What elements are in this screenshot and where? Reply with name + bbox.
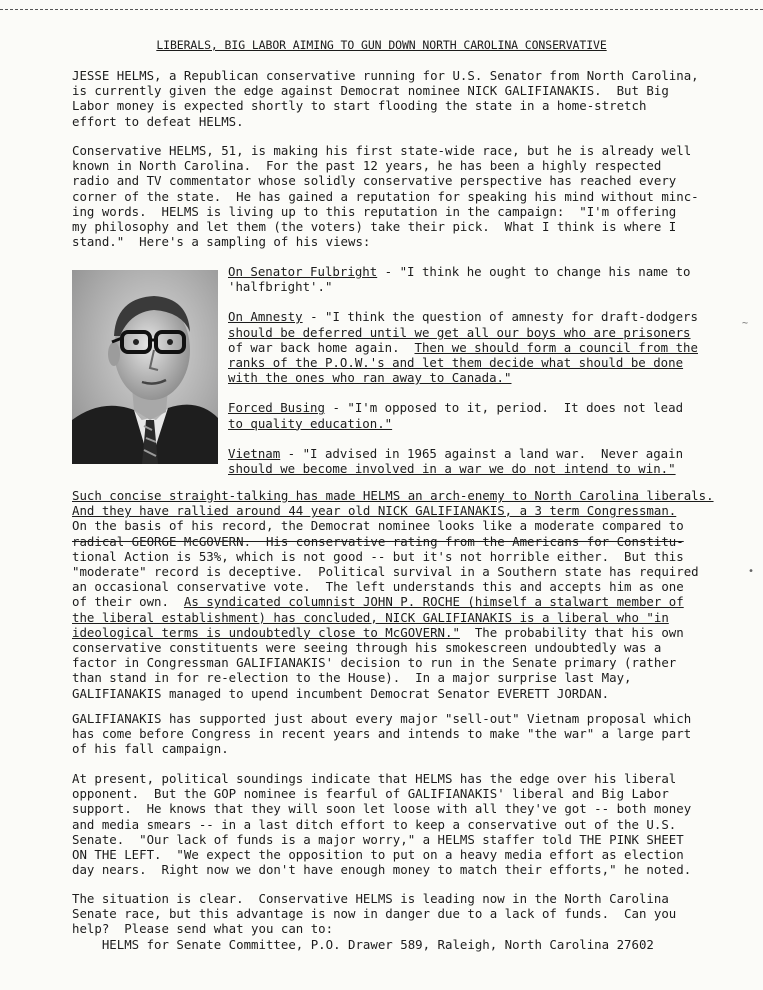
view-fulbright [228,264,708,294]
text-line: help? Please send what you can to: [72,921,334,937]
text-line: On the basis of his record, the Democrat nominee looks like a moderate compared to [72,518,684,534]
text-underlined: ideological terms is undoubtedly close to McGOVERN." [72,624,460,640]
quote-text: - "I'm opposed to it, period. It does not lead [324,400,684,416]
text-line: and media smears -- in a last ditch effort to keep a conservative out of the U.S. [72,816,677,832]
text-line: GALIFIANAKIS has supported just about every major "sell-out" Vietnam proposal which [72,711,692,726]
quote-text: should we become involved in a war we do not intend to win." [228,461,676,477]
margin-mark: • [748,566,755,577]
view-amnesty [228,309,708,385]
quote-text-underlined: ranks of the P.O.W.'s and let them decide what should be done [228,355,684,371]
opponent-paragraph [72,488,732,701]
appeal-paragraph [72,891,712,952]
quote-text: of war back home again. [228,339,415,355]
mailing-address: HELMS for Senate Committee, P.O. Drawer 589, Raleigh, North Carolina 27602 [72,936,654,952]
text-struck: His conservative rating from the Americans for Constitu- [265,533,684,549]
topic-vietnam: Vietnam [228,445,281,461]
text-line: "moderate" record is deceptive. Political survival in a Southern state has required [72,564,699,580]
text-line: known in North Carolina. For the past 12 years, he has been a highly respected [72,158,662,174]
vietnam-record-paragraph [72,711,712,757]
text-line: an occasional conservative vote. The left understands this and accepts him as one [72,579,684,595]
text-line: corner of the state. He has gained a reputation for speaking his mind without minc- [72,188,699,204]
text-line: is currently given the edge against Democrat nominee NICK GALIFIANAKIS. But Big [72,83,669,99]
text-line: has come before Congress in recent years and intends to make "the war" a large part [72,726,692,742]
soundings-paragraph [72,771,712,877]
top-rule [0,9,763,10]
topic-busing: Forced Busing [228,400,325,416]
text-line: my philosophy and let them (the voters) take their pick. What I think is where I [72,219,677,235]
text-line: GALIFIANAKIS managed to upend incumbent Democrat Senator EVERETT JORDAN. [72,685,610,701]
text-line: radio and TV commentator whose solidly conservative perspective has reached every [72,173,677,189]
text-line: The probability that his own [459,624,684,640]
text-line: support. He knows that they will soon let loose with all they've got -- both money [72,801,692,817]
topic-fulbright: On Senator Fulbright [228,264,378,279]
text-line: opponent. But the GOP nominee is fearful of GALIFIANAKIS' liberal and Big Labor [72,786,669,802]
quote-text: - "I think the question of amnesty for draft-dodgers [302,309,698,325]
views-list [228,264,708,476]
text-line: Senate race, but this advantage is now in danger due to a lack of funds. Can you [72,906,677,922]
background-paragraph [72,143,712,249]
quote-text: should be deferred until we get all our boys who are prisoners [228,324,691,340]
quote-text-underlined: Then we should form a council from the [414,339,698,355]
text-line: Conservative HELMS, 51, is making his first state-wide race, but he is already well [72,143,692,158]
quote-text: - "I think he ought to change his name to [377,264,691,279]
quote-text: - "I advised in 1965 against a land war. Never again [280,445,684,461]
view-vietnam [228,446,708,476]
candidate-portrait-photo [72,270,218,464]
intro-paragraph [72,68,712,129]
text-line: At present, political soundings indicate that HELMS has the edge over his liberal [72,771,677,786]
quote-text-underlined: with the ones who ran away to Canada." [228,370,512,386]
quote-text: to quality education." [228,415,393,431]
text-line: factor in Congressman GALIFIANAKIS' decision to run in the Senate primary (rather [72,655,677,671]
text-line: effort to defeat HELMS. [72,113,244,129]
text-line: the liberal establishment) has concluded, NICK GALIFIANAKIS is a liberal who "in [72,609,669,625]
text-line: Senate. "Our lack of funds is a major worry," a HELMS staffer told THE PINK SHEET [72,831,684,847]
topic-amnesty: On Amnesty [228,309,303,325]
quote-text: 'halfbright'." [228,279,333,295]
text-line: tional Action is 53%, which is not good -- but it's not horrible either. But this [72,548,684,564]
text-line: JESSE HELMS, a Republican conservative running for U.S. Senator from North Carolina, [72,68,699,83]
text-line: of their own. [72,594,184,610]
text-line: ON THE LEFT. "We expect the opposition to put on a heavy media effort as election [72,847,684,863]
text-line: And they have rallied around 44 year old NICK GALIFIANAKIS, a 3 term Congressman. [72,503,677,519]
view-busing [228,400,708,430]
text-line: stand." Here's a sampling of his views: [72,234,371,250]
text-line: Such concise straight-talking has made HELMS an arch-enemy to North Carolina liberals. [72,488,714,503]
text-line: The situation is clear. Conservative HELMS is leading now in the North Carolina [72,891,669,906]
text-underlined: As syndicated columnist JOHN P. ROCHE (himself a stalwart member of [183,594,684,610]
text-line: Labor money is expected shortly to start flooding the state in a home-stretch [72,98,647,114]
text-line: than stand in for re-election to the House). In a major surprise last May, [72,670,632,686]
text-struck: radical GEORGE McGOVERN. [72,533,266,549]
text-line: of his fall campaign. [72,741,229,757]
text-line: conservative constituents were seeing through his smokescreen undoubtedly was a [72,640,662,656]
margin-mark: ~ [742,318,749,329]
headline: LIBERALS, BIG LABOR AIMING TO GUN DOWN NORTH CAROLINA CONSERVATIVE [156,38,607,52]
text-line: day nears. Right now we don't have enough money to match their efforts," he noted. [72,862,692,878]
text-line: ing words. HELMS is living up to this reputation in the campaign: "I'm offering [72,203,677,219]
